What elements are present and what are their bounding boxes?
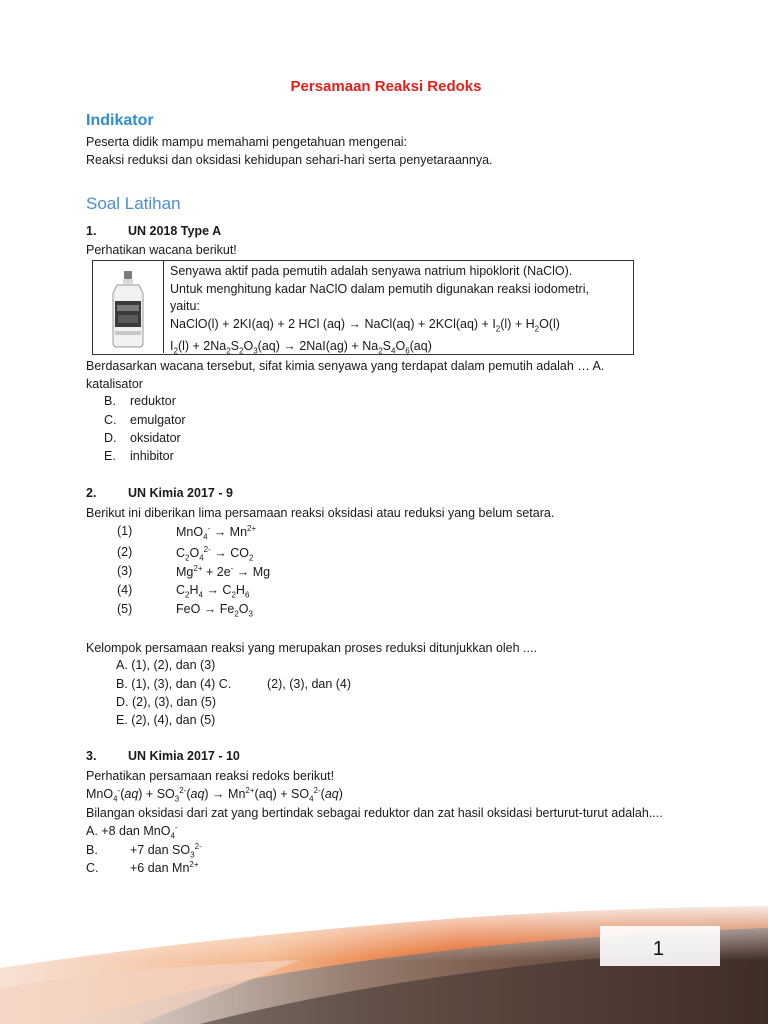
q2-label-2: (2) [117, 545, 133, 559]
q3-option-b[interactable]: B. +7 dan $SO_3^{2-}$ [86, 842, 202, 860]
q2-reaction-5: FeO → $Fe_2O_3$ [176, 602, 253, 619]
q3-intro: Perhatikan persamaan reaksi redoks berikut! [86, 769, 335, 783]
q2-title: UN Kimia 2017 - 9 [128, 486, 233, 500]
q1-reaction-2: $I_2(l) + 2Na_2S_2O_3(aq) \to 2NaI(ag) + Na_2S_4O_6(aq)$ [170, 338, 432, 355]
q2-option-d[interactable]: D. (2), (3), dan (5) [116, 695, 217, 709]
q2-option-b[interactable]: B. (1), (3), dan (4) C. [116, 677, 232, 691]
q3-reaction: $MnO_4^-(aq) + SO_3^{2-}(aq) \to Mn^{2+}(aq) + SO_4^{2-}(aq)$ [86, 786, 343, 804]
q1-option-e[interactable]: E. inhibitor [104, 449, 174, 463]
q2-reaction-2: $C_2O_4^{2-} \to CO_2$ [176, 545, 254, 563]
q1-option-b[interactable]: B. reduktor [104, 394, 176, 408]
q3-number: 3. [86, 749, 97, 763]
q1-question-cont: katalisator [86, 377, 143, 391]
q1-passage-line-1: Senyawa aktif pada pemutih adalah senyawa natrium hipoklorit (NaClO). [170, 264, 573, 278]
q2-option-e[interactable]: E. (2), (4), dan (5) [116, 713, 216, 727]
q3-title: UN Kimia 2017 - 10 [128, 749, 240, 763]
q1-option-d[interactable]: D. oksidator [104, 431, 181, 445]
q1-passage-line-2: Untuk menghitung kadar NaClO dalam pemutih digunakan reaksi iodometri, [170, 281, 589, 296]
footer-decoration [0, 898, 768, 1024]
page-title: Persamaan Reaksi Redoks [290, 78, 482, 95]
q3-question: Bilangan oksidasi dari zat yang bertindak sebagai reduktor dan zat hasil oksidasi berturut-turut adalah.... [86, 806, 663, 820]
indikator-heading: Indikator [86, 112, 154, 129]
soal-latihan-heading: Soal Latihan [86, 194, 181, 213]
indikator-line-2: Reaksi reduksi dan oksidasi kehidupan sehari-hari serta penyetaraannya. [86, 153, 493, 167]
q2-option-c[interactable]: (2), (3), dan (4) [267, 677, 352, 691]
q2-question: Kelompok persamaan reaksi yang merupakan proses reduksi ditunjukkan oleh .... [86, 641, 537, 655]
q1-passage-text [170, 263, 630, 360]
q2-label-1: (1) [117, 524, 133, 538]
bleach-bottle-image [93, 261, 164, 353]
q1-passage-line-3: yaitu: [170, 299, 200, 313]
q2-intro: Berikut ini diberikan lima persamaan reaksi oksidasi atau reduksi yang belum setara. [86, 506, 555, 520]
q1-intro: Perhatikan wacana berikut! [86, 243, 237, 257]
q2-label-5: (5) [117, 602, 133, 616]
q3-option-c[interactable]: C. +6 dan $Mn^{2+}$ [86, 860, 199, 876]
q2-reaction-3: $Mg^{2+} + 2e^- \to Mg$ [176, 564, 271, 580]
q1-passage-box [92, 260, 634, 355]
q2-option-a[interactable]: A. (1), (2), dan (3) [116, 658, 216, 672]
q2-label-3: (3) [117, 564, 133, 578]
q2-label-4: (4) [117, 583, 133, 597]
q2-reaction-1: $MnO_4^- \to Mn^{2+}$ [176, 524, 257, 542]
indikator-line-1: Peserta didik mampu memahami pengetahuan mengenai: [86, 135, 408, 149]
q1-number: 1. [86, 224, 97, 238]
q2-reaction-4: $C_2H_4 \to C_2H_6$ [176, 583, 250, 600]
q1-option-c[interactable]: C. emulgator [104, 413, 186, 427]
q3-option-a[interactable]: A. +8 dan MnO$_4$- [86, 823, 178, 841]
q1-question: Berdasarkan wacana tersebut, sifat kimia senyawa yang terdapat dalam pemutih adalah … A. [86, 359, 605, 373]
q1-title: UN 2018 Type A [128, 224, 222, 238]
q1-reaction-1: NaClO(l) + 2KI(aq) + 2 HCl (aq) → NaCl(aq) + $2KCl(aq) + I_2(l) + H_2O(l)$ [170, 316, 560, 333]
page-number: 1 [652, 938, 664, 960]
q2-number: 2. [86, 486, 97, 500]
